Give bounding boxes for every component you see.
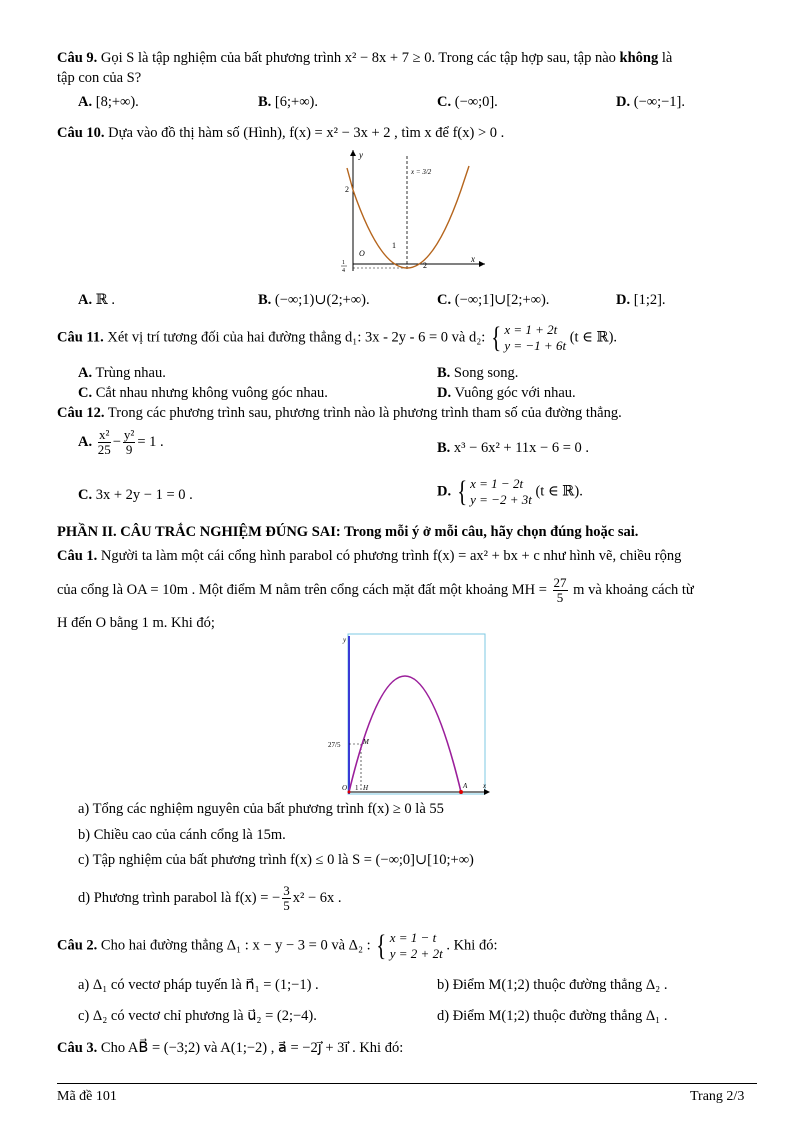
q9-text2: là — [661, 50, 673, 66]
q10-label: Câu 10. — [57, 125, 105, 141]
footer-divider — [57, 1083, 757, 1084]
q11-sys-row2: y = −1 + 6t — [504, 338, 567, 353]
p2q2-item-a[interactable]: a) Δ₁ có vectơ pháp tuyến là n⃗₁ = (1;−1) . — [78, 977, 319, 993]
q11-option-d[interactable]: D. Vuông góc với nhau. — [437, 385, 576, 401]
q12-label: Câu 12. — [57, 405, 105, 421]
q12-option-b[interactable]: B. x³ − 6x² + 11x − 6 = 0 . — [437, 440, 590, 456]
p2q1-graph-h-label: H — [363, 784, 369, 792]
q12-text: Trong các phương trình sau, phương trình nào là phương trình tham số của đường thẳng. — [107, 405, 622, 421]
q10-option-d[interactable]: D. [1;2]. — [616, 292, 666, 308]
p2q2-line: Câu 2. Cho hai đường thẳng Δ₁ : x − y − 3 = 0 và Δ₂ : { x = 1 − t y = 2 + 2t . Khi đó: — [57, 929, 498, 962]
q12-option-c[interactable]: C. 3x + 2y − 1 = 0 . — [78, 487, 193, 503]
q10-graph-origin: O — [359, 249, 365, 258]
q9-option-c[interactable]: C. (−∞;0]. — [437, 94, 498, 110]
q11-text: Xét vị trí tương đối của hai đường thẳng d₁: 3x - 2y - 6 = 0 và d₂: — [107, 329, 486, 346]
q10-graph-x-label: x — [471, 254, 475, 264]
p2q3-line: Câu 3. Cho AB⃗ = (−3;2) và A(1;−2) , a⃗ = −2j⃗ + 3i⃗ . Khi đó: — [57, 1040, 404, 1056]
p2q1-item-a[interactable]: a) Tổng các nghiệm nguyên của bất phương trình f(x) ≥ 0 là 55 — [78, 801, 444, 817]
q11-param: (t ∈ ℝ). — [569, 329, 618, 346]
p2q1-graph-tick-275: 27/5 — [328, 741, 341, 749]
q10-text: Dựa vào đồ thị hàm số (Hình), f(x) = x² − 3x + 2 , tìm x để f(x) > 0 . — [108, 125, 505, 141]
p2q1-label: Câu 1. — [57, 548, 98, 564]
q11-option-b[interactable]: B. Song song. — [437, 365, 519, 381]
q11-option-a[interactable]: A. Trùng nhau. — [78, 365, 166, 381]
q10-graph — [335, 146, 495, 276]
q12-line — [57, 405, 622, 422]
p2q1-line2: của cổng là OA = 10m . Một điểm M nằm trên cổng cách mặt đất một khoảng MH = $\frac{27}{5}$ m và khoảng cách từ — [57, 575, 694, 605]
q10-graph-tick-x1: 1 — [392, 241, 396, 250]
p2q1-graph-origin: O — [342, 784, 348, 792]
p2q1-graph-y-label: y — [343, 636, 347, 644]
p2q3-label: Câu 3. — [57, 1040, 98, 1056]
q12-option-a[interactable]: A. $\frac{\text{x²}}{25}$ − $\frac{\text{y²}}{9}$ = 1 . — [78, 427, 164, 457]
p2q1-graph-m-label: M — [363, 738, 369, 746]
q10-graph-tick-y2: 2 — [345, 185, 349, 194]
q9-option-d[interactable]: D. (−∞;−1]. — [616, 94, 685, 110]
q11-system: { x = 1 + 2t y = −1 + 6t — [491, 321, 567, 354]
q11-sys-row1: x = 1 + 2t — [504, 322, 558, 337]
p2q1-graph — [325, 632, 495, 798]
q11-line — [57, 322, 617, 354]
part2-heading: PHẦN II. CÂU TRẮC NGHIỆM ĐÚNG SAI: Trong mỗi ý ở mỗi câu, hãy chọn đúng hoặc sai. — [57, 524, 639, 540]
q10-graph-tick-ymin-den: 4 — [342, 268, 345, 274]
q9-option-b[interactable]: B. [6;+∞). — [258, 94, 318, 110]
q9-label: Câu 9. — [57, 50, 98, 66]
q9-text3: tập con của S? — [57, 70, 142, 86]
p2q1-item-b[interactable]: b) Chiều cao của cánh cổng là 15m. — [78, 827, 286, 843]
p2q1-graph-x-label: x — [483, 782, 487, 790]
q9-text1: Gọi S là tập nghiệm của bất phương trình x² − 8x + 7 ≥ 0. Trong các tập hợp sau, tập nào — [100, 50, 616, 66]
p2q1-graph-a-label: A — [463, 782, 468, 790]
q10-graph-axis-label: x = 3/2 — [411, 168, 432, 176]
q11-label: Câu 11. — [57, 329, 104, 346]
q10-option-a[interactable]: A. ℝ . — [78, 292, 116, 308]
p2q2-item-d[interactable]: d) Điểm M(1;2) thuộc đường thẳng Δ₁ . — [437, 1008, 668, 1024]
p2q1-item-d[interactable]: d) Phương trình parabol là f(x) = − $\frac{3}{5}$ x² − 6x . — [78, 883, 342, 913]
p2q1-line1: Câu 1. Người ta làm một cái cổng hình parabol có phương trình f(x) = ax² + bx + c như hình vẽ, chiều rộng — [57, 548, 682, 564]
p2q2-label: Câu 2. — [57, 937, 98, 954]
q10-graph-tick-x2: 2 — [423, 261, 427, 270]
p2q1-graph-tick-1: 1 — [355, 784, 359, 792]
footer-page: Trang 2/3 — [690, 1089, 745, 1104]
p2q1-line3: H đến O bằng 1 m. Khi đó; — [57, 615, 215, 631]
p2q1-item-c[interactable]: c) Tập nghiệm của bất phương trình f(x) ≤ 0 là S = (−∞;0]∪[10;+∞) — [78, 852, 474, 868]
q10-graph-y-label: y — [359, 150, 363, 160]
q9-line1 — [57, 50, 672, 67]
p2q2-item-b[interactable]: b) Điểm M(1;2) thuộc đường thẳng Δ₂ . — [437, 977, 668, 993]
q9-option-a[interactable]: A. [8;+∞). — [78, 94, 139, 110]
q12-option-d[interactable]: D. { x = 1 − 2t y = −2 + 3t (t ∈ ℝ). — [437, 475, 583, 508]
q10-graph-tick-ymin-num: 1 — [342, 260, 345, 266]
q10-line — [57, 125, 504, 142]
q10-option-b[interactable]: B. (−∞;1)∪(2;+∞). — [258, 292, 370, 308]
footer-code: Mã đề 101 — [57, 1089, 117, 1104]
q11-option-c[interactable]: C. Cắt nhau nhưng không vuông góc nhau. — [78, 385, 328, 401]
q10-option-c[interactable]: C. (−∞;1]∪[2;+∞). — [437, 292, 550, 308]
p2q2-item-c[interactable]: c) Δ₂ có vectơ chỉ phương là u⃗₂ = (2;−4). — [78, 1008, 317, 1024]
q9-bold: không — [619, 50, 659, 66]
